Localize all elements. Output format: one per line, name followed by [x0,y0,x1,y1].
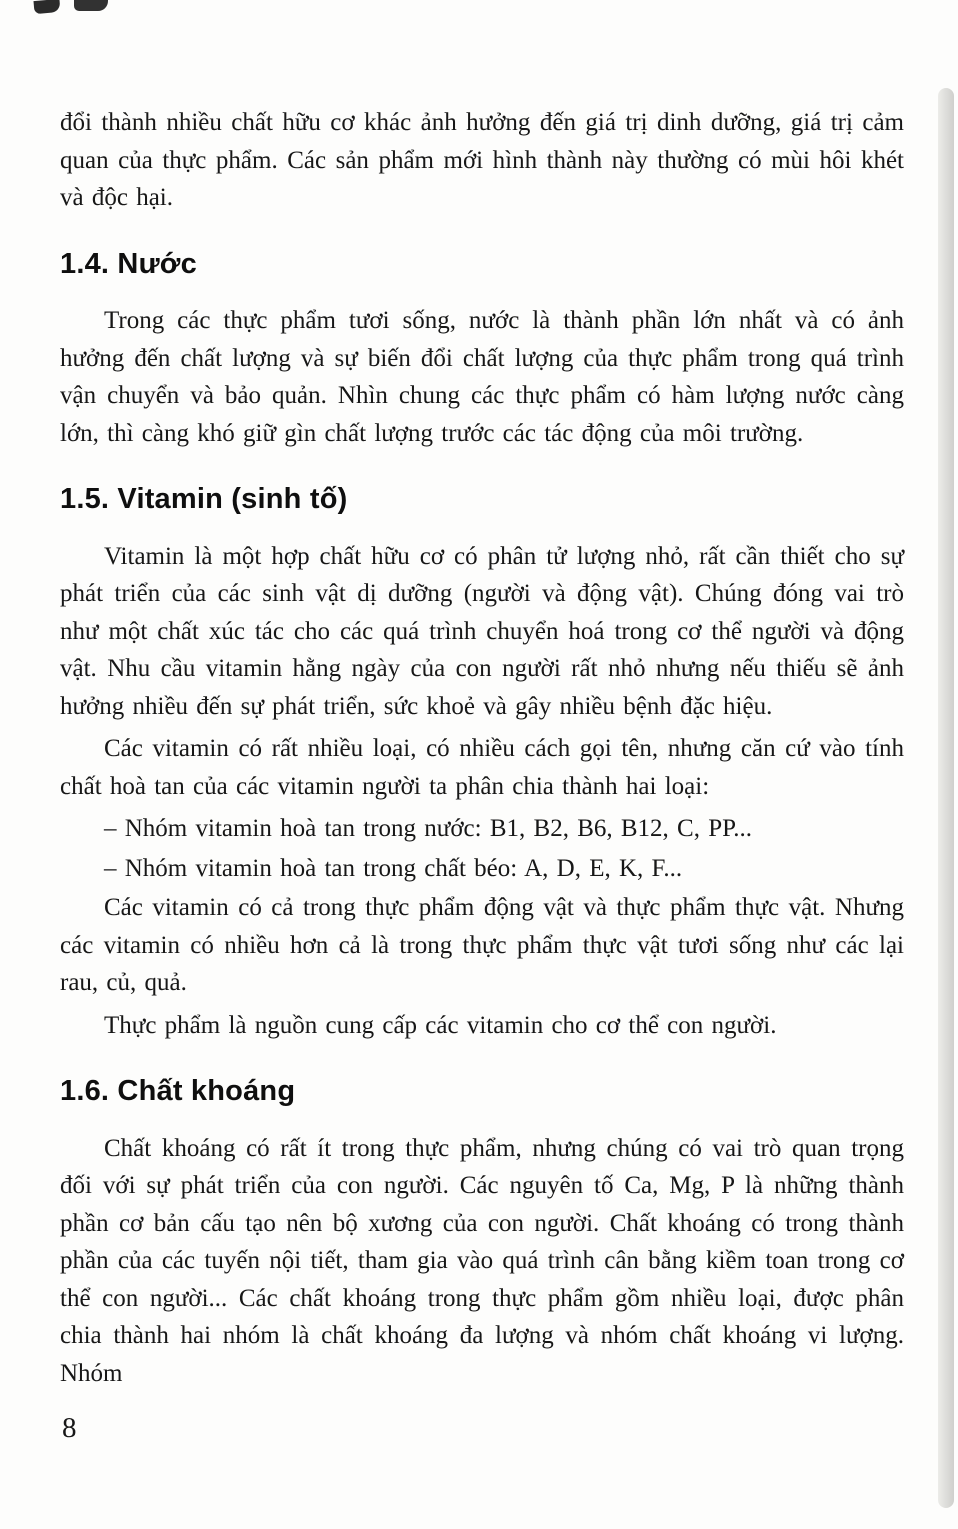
paragraph-vitamin-types: Các vitamin có rất nhiều loại, có nhiều cách gọi tên, nhưng căn cứ vào tính chất hoà tan của các vitamin người ta phân chia thành hai loại: [60,735,904,800]
paragraph-vitamin-sources: Các vitamin có cả trong thực phẩm động vật và thực phẩm thực vật. Nhưng các vitamin có nhiều hơn cả là trong thực phẩm thực vật tươi sống như các lại rau, củ, quả. [60,894,904,996]
scan-artifact [33,0,60,14]
paragraph-minerals: Chất khoáng có rất ít trong thực phẩm, nhưng chúng có vai trò quan trọng đối với sự phát triển của con người. Các nguyên tố Ca, Mg, P là những thành phần cơ bản cấu tạo nên bộ xương của con người. Chất khoáng có trong thành phần của các tuyến nội tiết, tham gia vào quá trình cân bằng kiềm toan trong cơ thể con người... Các chất khoáng trong thực phẩm gồm nhiều loại, được phân chia thành hai nhóm là chất khoáng đa lượng và nhóm chất khoáng vi lượng. Nhóm [60,1134,904,1387]
list-item-water-soluble-vitamins: – Nhóm vitamin hoà tan trong nước: B1, B2, B6, B12, C, PP... [104,815,753,842]
paragraph-water: Trong các thực phẩm tươi sống, nước là thành phần lớn nhất và có ảnh hưởng đến chất lượng và sự biến đổi chất lượng của thực phẩm trong quá trình vận chuyển và bảo quản. Nhìn chung các thực phẩm có hàm lượng nước càng lớn, thì càng khó giữ gìn chất lượng trước các tác động của môi trường. [60,307,904,447]
scan-artifact [74,0,108,11]
section-heading-1-5: 1.5. Vitamin (sinh tố) [60,483,348,515]
page-edge-shadow [938,88,954,1508]
paragraph-vitamin-conclusion: Thực phẩm là nguồn cung cấp các vitamin cho cơ thể con người. [104,1011,777,1039]
section-heading-1-4: 1.4. Nước [60,247,197,280]
section-heading-1-6: 1.6. Chất khoáng [60,1075,296,1107]
page-text-block [60,104,904,1397]
page-number: 8 [62,1412,77,1444]
list-item-fat-soluble-vitamins: – Nhóm vitamin hoà tan trong chất béo: A, D, E, K, F... [104,854,683,882]
paragraph-vitamin-intro: Vitamin là một hợp chất hữu cơ có phân tử lượng nhỏ, rất cần thiết cho sự phát triển của các sinh vật dị dưỡng (người và động vật). Chúng đóng vai trò như một chất xúc tác cho các quá trình chuyển hoá trong cơ thể người và động vật. Nhu cầu vitamin hằng ngày của con người rất nhỏ nhưng nếu thiếu sẽ ảnh hưởng nhiều đến sự phát triển, sức khoẻ và gây nhiều bệnh đặc hiệu. [60,542,904,720]
paragraph-continuation: đổi thành nhiều chất hữu cơ khác ảnh hưởng đến giá trị dinh dưỡng, giá trị cảm quan của thực phẩm. Các sản phẩm mới hình thành này thường có mùi hôi khét và độc hại. [60,109,904,211]
